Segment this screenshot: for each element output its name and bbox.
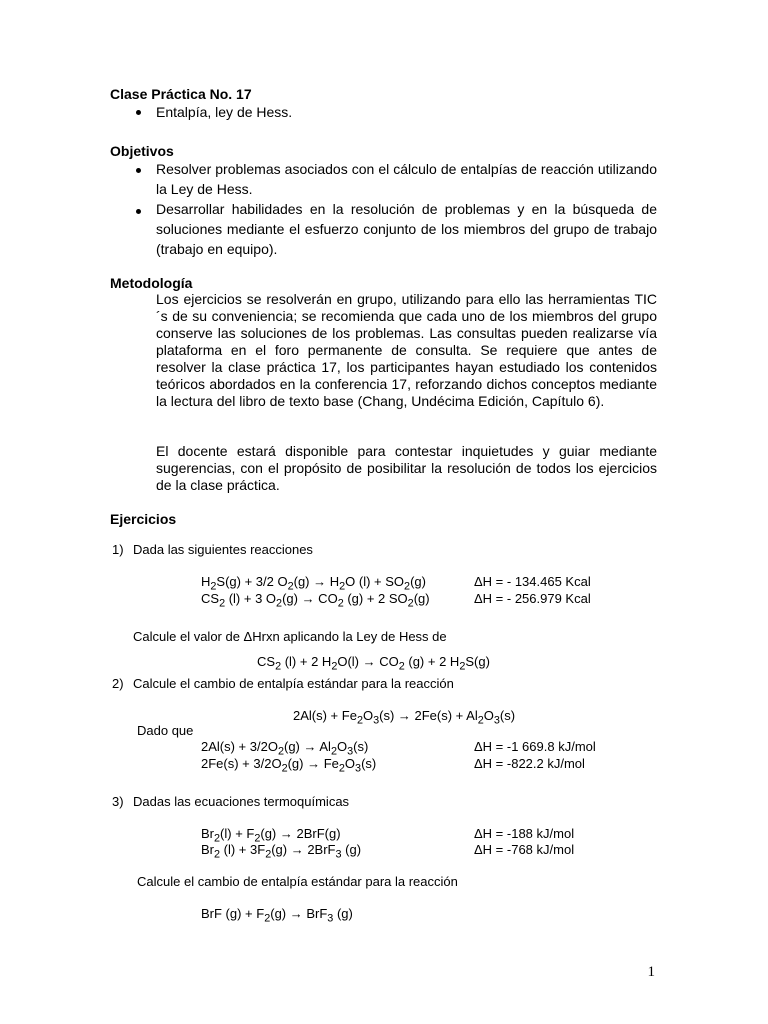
- exercise-number: 3): [112, 794, 124, 809]
- target-reaction: $CS_2$ (l) + 2 $H_2O(l) \to CO_2$ (g) + 2 $H_2S(g)$: [257, 654, 490, 673]
- page-number: 1: [647, 964, 655, 980]
- exercise-prompt: Dadas las ecuaciones termoquímicas: [133, 794, 350, 809]
- enthalpy-value: ΔH = -822.2 kJ/mol: [474, 756, 585, 771]
- reaction-equation: $2Fe(s) + 3/2O_2(g) \to Fe_2O_3(s)$: [201, 756, 377, 775]
- enthalpy-value: ΔH = -1 669.8 kJ/mol: [474, 739, 596, 754]
- page-title: Clase Práctica No. 17: [110, 86, 252, 102]
- bullet-icon: [136, 168, 141, 173]
- exercise-number: 1): [112, 542, 124, 557]
- metodologia-paragraph: El docente estará disponible para contestar inquietudes y guiar mediante sugerencias, con el propósito de posibilitar la resolución de todos los ejercicios de la clase práctica.: [156, 443, 657, 493]
- target-reaction: BrF $(g) + F_2(g) \to BrF_3$ (g): [201, 906, 353, 925]
- bullet-icon: [136, 209, 141, 214]
- objetivo-item: Resolver problemas asociados con el cálculo de entalpías de reacción utilizando la Ley de Hess.: [156, 161, 657, 197]
- exercise-question: Calcule el valor de ΔHrxn aplicando la Ley de Hess de: [133, 629, 447, 644]
- target-reaction: $2Al(s) + Fe_2O_3(s) \to 2Fe(s) + Al_2O_3(s)$: [293, 708, 516, 727]
- bullet-icon: [136, 110, 141, 115]
- enthalpy-value: ΔH = -188 kJ/mol: [474, 826, 575, 841]
- exercise-prompt: Dada las siguientes reacciones: [133, 542, 313, 557]
- enthalpy-value: ΔH = - 134.465 Kcal: [474, 574, 591, 589]
- enthalpy-value: ΔH = - 256.979 Kcal: [474, 591, 591, 606]
- reaction-equation: $H_2S(g) + 3/2$ $O_2(g) \to H_2O$ $(l) + SO_2(g)$: [201, 574, 426, 593]
- exercise-prompt: Calcule el cambio de entalpía estándar para la reacción: [133, 676, 454, 691]
- objetivos-heading: Objetivos: [110, 143, 174, 159]
- exercise-number: 2): [112, 676, 124, 691]
- metodologia-heading: Metodología: [110, 275, 193, 291]
- reaction-equation: $Br_2(l) + F_2(g) \to 2BrF(g)$: [201, 826, 341, 845]
- reaction-equation: $Br_2$ $(l) + 3F_2(g) \to 2BrF_3$ (g): [201, 842, 362, 861]
- reaction-equation: $2Al(s) + 3/2O_2(g) \to Al_2O_3(s)$: [201, 739, 369, 758]
- exercise-question: Calcule el cambio de entalpía estándar para la reacción: [137, 874, 458, 889]
- metodologia-paragraph: Los ejercicios se resolverán en grupo, utilizando para ello las herramientas TIC´s de su conveniencia; se recomienda que cada uno de los miembros del grupo conserve las soluciones de los problemas. Las consultas pueden realizarse vía plataforma en el foro permanente de consulta. Se requiere que antes de resolver la clase práctica 17, los participantes hayan estudiado los contenidos teóricos abordados en la conferencia 17, reforzando dichos conceptos mediante la lectura del libro de texto base (Chang, Undécima Edición, Capítulo 6).: [156, 291, 657, 409]
- reaction-equation: $CS_2$ (l) + 3 $O_2(g) \to CO_2$ (g) + 2 $SO_2(g)$: [201, 591, 430, 610]
- objetivo-item: Desarrollar habilidades en la resolución de problemas y en la búsqueda de soluciones mediante el esfuerzo conjunto de los miembros del grupo de trabajo (trabajo en equipo).: [156, 201, 657, 257]
- ejercicios-heading: Ejercicios: [110, 511, 177, 527]
- given-label: Dado que: [137, 723, 194, 738]
- enthalpy-value: ΔH = -768 kJ/mol: [474, 842, 575, 857]
- topic-bullet: Entalpía, ley de Hess.: [156, 104, 293, 120]
